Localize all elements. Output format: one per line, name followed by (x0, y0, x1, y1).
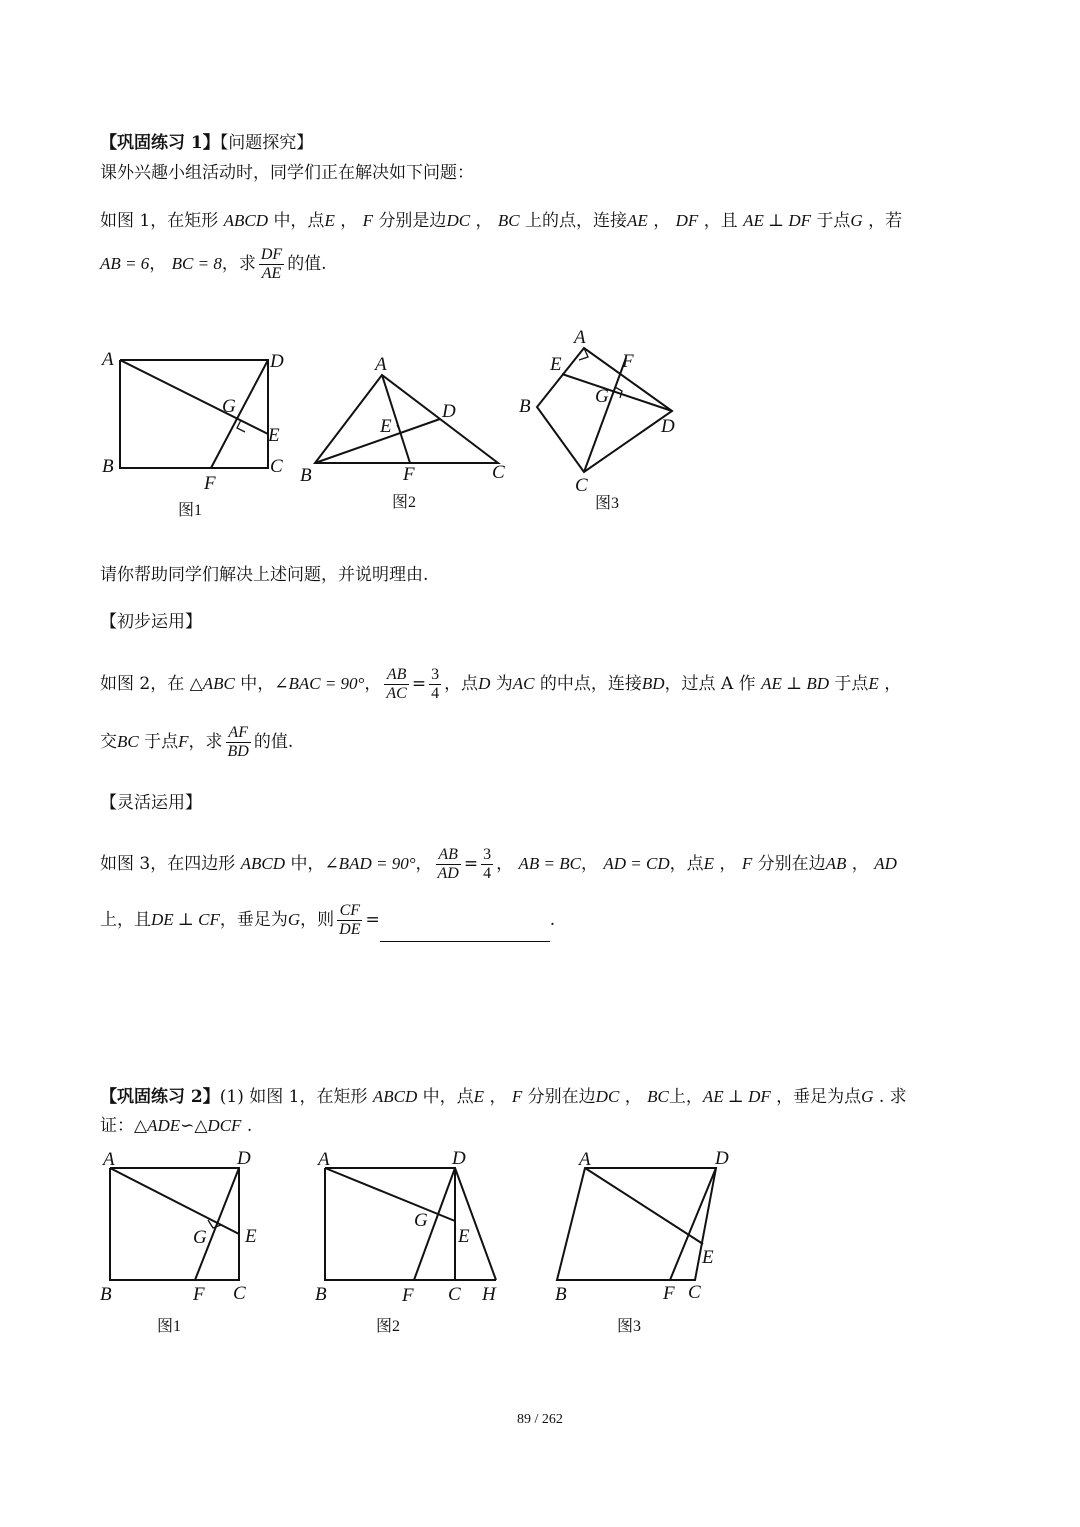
label-A: A (375, 354, 387, 375)
exercise-1-heading (100, 132, 313, 154)
label-D: D (237, 1148, 251, 1169)
answer-blank[interactable] (380, 925, 550, 942)
label-E: E (702, 1247, 714, 1268)
label-C: C (233, 1283, 246, 1304)
label-F: F (193, 1284, 205, 1305)
label-A: A (579, 1149, 591, 1170)
label-B: B (300, 465, 312, 486)
label-A: A (102, 349, 114, 370)
label-D: D (442, 401, 456, 422)
label-B: B (102, 456, 114, 477)
ex2-figure-2 (310, 1145, 520, 1345)
ex2-figure-1 (95, 1145, 285, 1345)
help-text: 请你帮助同学们解决上述问题，并说明理由. (100, 565, 429, 585)
label-B: B (315, 1284, 327, 1305)
caption: 图1 (157, 1318, 182, 1335)
label-E: E (458, 1226, 470, 1247)
caption: 图3 (617, 1318, 642, 1335)
label-F: F (663, 1283, 675, 1304)
problem-3-line-2: 上，且DE ⊥ CF，垂足为G，则 $\frac{CF}{DE}$ = . (100, 898, 555, 942)
label-D: D (270, 351, 284, 372)
label-C: C (270, 456, 283, 477)
fraction-af-bd: $\frac{AF}{BD}$ (227, 724, 249, 760)
fraction-df-ae: $\frac{DF}{AE}$ (260, 246, 283, 282)
exercise-2-line-1: 【巩固练习 2】(1) 如图 1，在矩形 ABCD 中，点E ， F 分别在边DC ， BC上，AE ⊥ DF ，垂足为点G . 求 (100, 1087, 907, 1107)
label-F: F (622, 351, 634, 372)
section-tag-2: 【初步运用】 (100, 612, 202, 632)
problem-2-line-2: 交BC 于点F，求 $\frac{AF}{BD}$ 的值. (100, 724, 294, 760)
fraction-3-4: $\frac{3}{4}$ (483, 846, 492, 882)
label-C: C (448, 1284, 461, 1305)
problem-1-line-1: 如图 1，在矩形 ABCD 中，点E ， F 分别是边DC ， BC 上的点，连接AE ， DF ，且 AE ⊥ DF 于点G ，若 (100, 211, 903, 231)
label-D: D (452, 1148, 466, 1169)
caption: 图2 (376, 1318, 401, 1335)
label-E: E (550, 354, 562, 375)
fraction-3-4: $\frac{3}{4}$ (431, 666, 440, 702)
label-B: B (519, 396, 531, 417)
label-E: E (380, 416, 392, 437)
fraction-cf-de: $\frac{CF}{DE}$ (339, 902, 361, 938)
label-E: E (268, 425, 280, 446)
problem-2-line-1: 如图 2，在 △ABC 中，∠BAC = 90°， $\frac{AB}{AC}$ = $\frac{3}{4}$ ，点D 为AC 的中点，连接BD，过点 A 作 AE ⊥ BD 于点E ， (100, 666, 902, 702)
ex1-figure-1 (100, 345, 300, 525)
label-G: G (414, 1210, 428, 1231)
section-tag-3: 【灵活运用】 (100, 793, 202, 813)
label-H: H (482, 1284, 496, 1305)
label-A: A (318, 1149, 330, 1170)
label-C: C (688, 1282, 701, 1303)
label-C: C (575, 475, 588, 496)
problem-1-line-2: AB = 6， BC = 8，求 $\frac{DF}{AE}$ 的值. (100, 246, 327, 282)
label-F: F (402, 1285, 414, 1306)
label-A: A (574, 327, 586, 348)
label-B: B (100, 1284, 112, 1305)
heading-label: 【巩固练习 1】 (100, 133, 220, 153)
label-A: A (103, 1149, 115, 1170)
label-G: G (193, 1227, 207, 1248)
page-number: 89 / 262 (517, 1412, 563, 1427)
exercise-2-line-2: 证：△ADE∽△DCF . (100, 1116, 253, 1136)
label-C: C (492, 462, 505, 483)
ex2-figure-3 (545, 1145, 755, 1345)
label-E: E (245, 1226, 257, 1247)
label-D: D (715, 1148, 729, 1169)
intro-text: 课外兴趣小组活动时，同学们正在解决如下问题： (100, 163, 474, 183)
heading-label: 【巩固练习 2】 (100, 1087, 220, 1107)
section-tag: 【问题探究】 (219, 133, 314, 153)
caption: 图2 (392, 494, 417, 511)
caption: 图1 (178, 502, 203, 519)
problem-3-line-1: 如图 3，在四边形 ABCD 中，∠BAD = 90°， $\frac{AB}{AD}$ = $\frac{3}{4}$ ， AB = BC， AD = CD，点E ， F 分别在边AB ， AD (100, 846, 897, 882)
label-G: G (222, 396, 236, 417)
label-F: F (403, 464, 415, 485)
label-G: G (595, 386, 609, 407)
label-B: B (555, 1284, 567, 1305)
label-D: D (661, 416, 675, 437)
caption: 图3 (595, 495, 620, 512)
label-F: F (204, 473, 216, 494)
ex1-figure-3 (515, 325, 715, 525)
fraction-ab-ad: $\frac{AB}{AD}$ (437, 846, 459, 882)
fraction-ab-ac: $\frac{AB}{AC}$ (386, 666, 407, 702)
ex1-figure-2 (300, 345, 520, 525)
